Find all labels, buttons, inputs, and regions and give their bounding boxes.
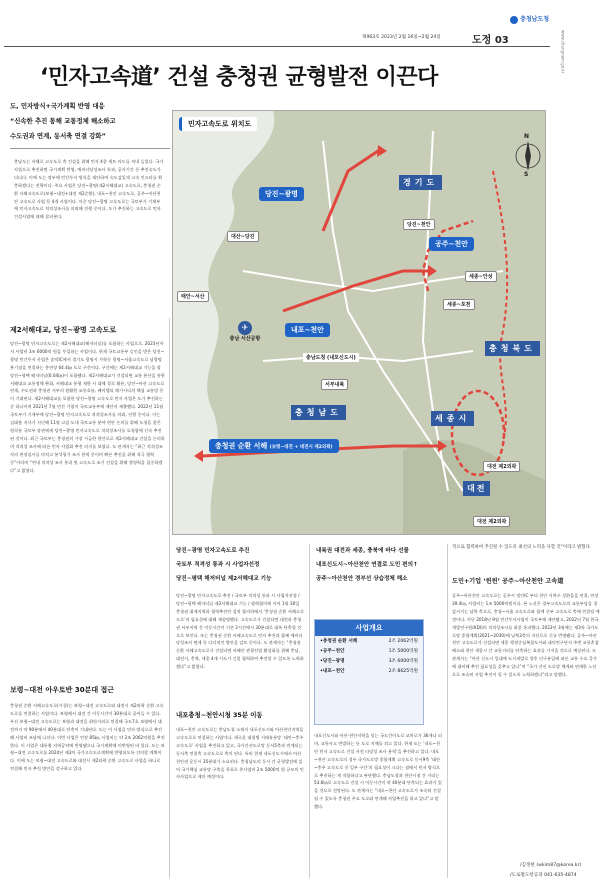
road-sejong-pocheon: 세종~포천 [443, 299, 475, 310]
section-3-text: 당진~광명 민자고속도로 추진 / 국토부 적격성 통과 시 사업자선정 / 당진~평택 해저터널 제2서해대교 기능 / 협력협의에 이어 1월 30일 충청권 취재지역과 협력추진단 설치 합의하에서 ‘충청권 순환 서해고속도로’의 필요성에 대해 재설명했다. 고속도로가 건설되면 대전과 충청권 서부지역 간 이동시간이 기존 2시간에서 30분대로 대폭 단축될 것으로 보인다. 또는 충청권 순환 서해고속도로 민자 추진과 함께 예비타당성조사 면제 등 다각적인 방안을 검토 중이다. 도 관계자는 “충청권 순환 서해고속도로가 건설되면 서해안 관광산업 활성화를 위해 충남, 대전시, 충북, 세종 4개 시도가 긴밀 협력하여 추진할 수 있도록 노력하겠다”고 밝혔다. [176, 593, 304, 670]
circular-name: 충청권 순환 서해 [215, 442, 268, 450]
intro-text: 충남도는 서해로 고속도로 축 건설을 위해 민자 4종 세트 카드를 꺼내 들었다. 국가사업으로 추진하면 국가계획 반영, 예비타당성조사 통과, 공사기간 등 추진속도가 더디다. 이에 도는 정부에 민간투자 방식을 제안하여 속도감있게 고속 인프라를 확충하겠다는 전략이다. 주요 사업은 당진~광명(제2서해대교) 고속도로, 충청권 순환 서해고속도로(보령~대전+대전 제2순환), 내포~천안 고속도로, 공주~아산천안 고속도로 사업 등 4개 사업이다. 이중 당진~광명 고속도로는 국토부가 기재부에 민자고속도로 적격성조사를 의뢰해 진행 중이다. 도가 추진하는 고속도로 민자 건설사업에 대해 살펴본다. [14, 159, 164, 220]
caption-col3-1: 내륙권 대전과 세종, 충북에 바다 선물 [316, 548, 409, 554]
airport-marker [225, 321, 265, 342]
overview-box [314, 619, 424, 725]
overview-row: •공주~천안 1조 5000억원 [320, 649, 418, 654]
region-chungnam: 충청남도 [291, 405, 346, 420]
road-sejong-anseong: 세종~안성 [465, 271, 497, 282]
caption-col3 [316, 544, 456, 586]
section-4-title: 내포충청~천안시청 35분 이동 [176, 711, 263, 719]
road-daejeon-2nd-b: 대전 제2외곽 [473, 516, 510, 527]
issue-info: 제963호 2023년 2월 16일~2월 24일 [362, 35, 441, 40]
headline: ‘민자고속道’ 건설 충청권 균형발전 이끈다 [40, 65, 438, 90]
logo-text: 충청남도청 [520, 16, 550, 23]
section-1-text: 당진~광명 민자고속도로는 제2서해대교(해저터널)를 포함하는 사업으로, 2023년까지 사업비 3조 6000억 원을 투입하는 사업이다. 현재 국토교통부 승인을 받은 당진~광명 민간투자 사업은 송악IC에서 경기도 광명시 가학동 광명~서울고속도로 남광명분기점을 연결하는 총연장 64.4㎞ 도로 구간이다. 구간에는 제2서해대교 기능을 할 당진~평택 해저터널(6.04㎞)이 포함됐다. 제2서해대교가 건설되면 교통 분산을 통한 서해대교 교통정체 완화, 서해대교 통행 제한 시 대체 경로 활용, 당진~아산 고속도로 연계, 수도권과 충청권 서부의 원활한 교통흐름, 베이밸리 메가시티의 핵심 교통망 등이 기대된다. 제2서해대교를 포함한 당진~광명 고속도로 민자 사업은 도가 추진하는 중 하나이며 2021년 7월 민간 기업이 국토교통부에 제안서 제출했다. 2022년 11월 국토부가 기재부에 당진~광명 민자고속도로 적격성조사를 의뢰, 진행 중이다. 이는 김태흠 지사가 지난해 11월 고검 도내 국토교통 분야 현안 논의를 위해 도청을 찾은 원희룡 국토부 장관에게 당진~광명 민자고속도로 적격성조사를 요청함에 신속 추진된 것이다. 최근 국토부는 충청권의 가장 시급한 현안으로 제2서해대교 건설을 논의하며 적격성 조사에 따른 민자 사업화 추진 의지를 보였다. 도 관계자는 “최근 적격성조사의 현장실사를 마치고 분석평가 조사 용역 중이며 빠른 추진을 위해 적극 협력 중”이라며 “연내 적격성 조사 통과 및 고속도로 조기 건설을 위해 행정력을 집중하겠다”고 밝혔다. [10, 341, 165, 473]
caption-col3-3: 공주~아산천안 경부선 상습정체 해소 [316, 576, 408, 582]
region-sejong: 세종시 [431, 411, 474, 426]
compass-north: N [524, 133, 530, 140]
road-taean-seosan: 태안~서산 [177, 291, 209, 302]
section-4-text: 내포~천안 고속도로는 충남도청 소재지 내포신도시와 아산천안지역을 고속도로로 연결하는 사업이다. 새로운 대형병 거래유통망 ‘태안~충주 고속도로’ 사업을 추진하고 있고, 국가간선도로망 동서5축과 연계되는 동서축 연결축 고속도로로 축이 된다. 특히 현재 내포신도시에서 아산천안권 운동시 35분대가 소요된다. 충청남도의 동서 간 균형발전에 있어 국가핵심 교통망 구축을 목표로 총사업비 2조 5000억 원 규모의 민자사업으로 제안 예정이다. [176, 727, 304, 780]
deck-line-2: “신속한 추진 통해 교통정체 해소하고 [10, 117, 116, 125]
header-rule [4, 46, 550, 47]
compass-icon [516, 141, 540, 171]
region-daejeon: 대전 [463, 481, 490, 496]
overview-title: 사업개요 [315, 620, 423, 636]
provincial-office-marker: 충남도청 (내포신도시) [303, 353, 359, 362]
deck-rule [10, 148, 170, 149]
section-2-title: 보령~대전 아우토반 30분대 접근 [10, 686, 115, 694]
deck [10, 99, 170, 144]
section-1-title: 제2서해대교, 당진~광명 고속도로 [10, 326, 117, 334]
deck-line-3: 수도권과 연계, 동서축 연결 강화” [10, 132, 106, 140]
label-circular [209, 439, 339, 453]
route-map [172, 110, 546, 535]
map-title: 민자고속도로 위치도 [179, 117, 257, 131]
caption-col2-3: 당진~평택 해저터널 제2서해대교 기능 [176, 576, 272, 582]
overview-row: •내포~천안 2조 8625억원 [320, 669, 418, 674]
region-gyeonggi: 경기도 [399, 175, 442, 190]
side-url: www.chungnam.go.kr [560, 30, 566, 74]
deck-line-1: 도, 민자방식+국가계획 반영 대응 [10, 102, 105, 110]
column-divider-1 [169, 318, 170, 878]
label-naepo-cheonan: 내포~천안 [285, 323, 330, 337]
section-5-text: 내포신도시와 아산·천안지역을 잇는 국도간이도로 교차로가 36개나 되며, 교통사고 빈발하는 등 도로 지체를 겪고 있다. 현재 도는 ‘내포~천안 민자 고속도로 건설 사전 타당성 조사 용역’을 추진하고 있다. 내포~천안 고속도로의 경우 국가도로망 종합계획 고속도로 동서9축 ‘태안~충주 고속도로 중 일부 구간’의 필요성이 크다는 점에서 민자 방식으로 추진하는 게 적합하다고 판단했다. 충남도청과 천안시청 간 거리는 53.6㎞로 고속도로 건설 시 이동시간이 약 40분대 단축되는 효과가 있을 것으로 전망된다. 도 관계자는 “내포~천안 고속도로가 조속히 건설될 수 있도록 충청권 주요 도로와 연계해 사업추진을 하고 있다”고 말했다. [314, 733, 442, 810]
section-label [472, 31, 509, 46]
byline-2: /도로철도항공과 041-635-4874 [510, 873, 577, 878]
byline: /김정현 (wkim87@korea.kr) [520, 863, 582, 868]
caption-col2-1: 당진~광명 민자고속도로 추진 [176, 548, 250, 554]
road-dangjin-cheonan: 당진~천안 [403, 219, 435, 230]
section-6-title: 도민+기업 ‘윈윈’ 공주~아산천안 고속道 [452, 578, 564, 585]
page-number: 03 [494, 35, 509, 46]
compass-south: S [524, 171, 529, 178]
road-daesan-dangjin: 대산~당진 [227, 231, 259, 242]
column-divider-3 [447, 544, 448, 878]
road-seobu-naeryuk: 서부내륙 [321, 379, 348, 390]
overview-row: •충청권 순환 서해 2조 2062억원 [320, 639, 418, 644]
column-divider-2 [309, 544, 310, 878]
airport-label: 충남 서산공항 [229, 336, 261, 342]
section-2-text: 충청권 순환 서해고속도로(가칭)는 보령~대전 고속도로와 대전시 제2외곽 순환 고속도로를 연결하는 사업이다. 보령에서 대전 간 이동시간이 30분대로 줄어들 수 있다. 우선 보령~대전 고속도로는 보령과 대전을 최단거리로 연결해 국도7호 보령에서 대전까지 약 90분에서 40분대로 단축이 기대된다. 도는 이 사업을 민자 방식으로 추진해 사업비 조달에 나선다. 이번 사업은 연장 85㎞, 사업비는 약 2조 2062억원을 추진한다. 이 사업은 대통령 지역공약에 반영됐으나 국가계획에 미반영된 바 있다. 도는 보령~대전 고속도로를 2024년 제3차 국가고속도로계획에 반영되도록 건의할 계획이다. 이에 도는 보령~대전 고속도로와 대전시 제2외곽 순환 고속도로 사업을 하나로 연결해 민자 추진 방안을 강구하고 있다. [10, 703, 165, 772]
region-chungbuk: 충청북도 [485, 341, 540, 356]
label-dangjin-gwangmyeong: 당진~광명 [259, 187, 304, 201]
newspaper-logo [510, 14, 582, 28]
label-gongju-cheonan: 공주~천안 [429, 237, 474, 251]
section-6-text: 공주~아산천안 고속도로는 공주시 정안IC 부터 천안 서북구 성환읍을 연결, 연장 39.4㎞, 사업비는 1조 5000억원이다. 본 노선은 경부고속도로의 교통부담을 경감시키는 남북 축으로, 충청~서울 고속도로와 함께 중부 고속도로 축에 연결될 예정이다. 지난 2018년 9월 민간투자사업이 국토부에 제안됐고, 2022년 7월 한국개발연구원(KDI)의 적격성조사를 최종 통과했다. 2023년 3월에는 제3차 국가도로망 종합계획(2021~2030)에 남북3축의 지선으로 신규 반영됐다. 공주~아산천안 고속도로가 건설되면 세종 행정중심복합도시와 대덕연구단지 주변 교통혼잡 해소와 천안 세종시 간 교통거리를 단축하는 효과를 가져올 것으로 예상된다. 도 관계자는 “아산 신도시 일대에 도시개발로 향후 인구유입에 따른 교통 수요 증가에 대비해 추진 필요성을 갖추고 있다”며 “국가 간선 도로망 체계와 연계한 노선으로 조속히 사업 추진이 될 수 있도록 노력하겠다”라고 말했다. [452, 593, 600, 678]
airplane-icon: ✈ [238, 321, 252, 335]
overview-row: •당진~광명 3조 6000억원 [320, 659, 418, 664]
logo-icon [510, 16, 518, 24]
caption-col2-2: 국토부 적격성 통과 시 사업자선정 [176, 562, 260, 568]
circular-sub: (보령~대전 + 대전시 제2외곽) [269, 445, 333, 450]
road-daejeon-2nd: 대전 제2외곽 [483, 461, 520, 472]
caption-col3-2: 내포신도시~아산천안 연결로 도민 편의↑ [316, 562, 418, 568]
section-name: 도정 [472, 35, 492, 46]
caption-col2 [176, 544, 306, 586]
col4-top-text: 적으로 협력하여 추진될 수 있도록 최선의 노력을 다할 것”이라고 밝혔다. [452, 545, 592, 550]
